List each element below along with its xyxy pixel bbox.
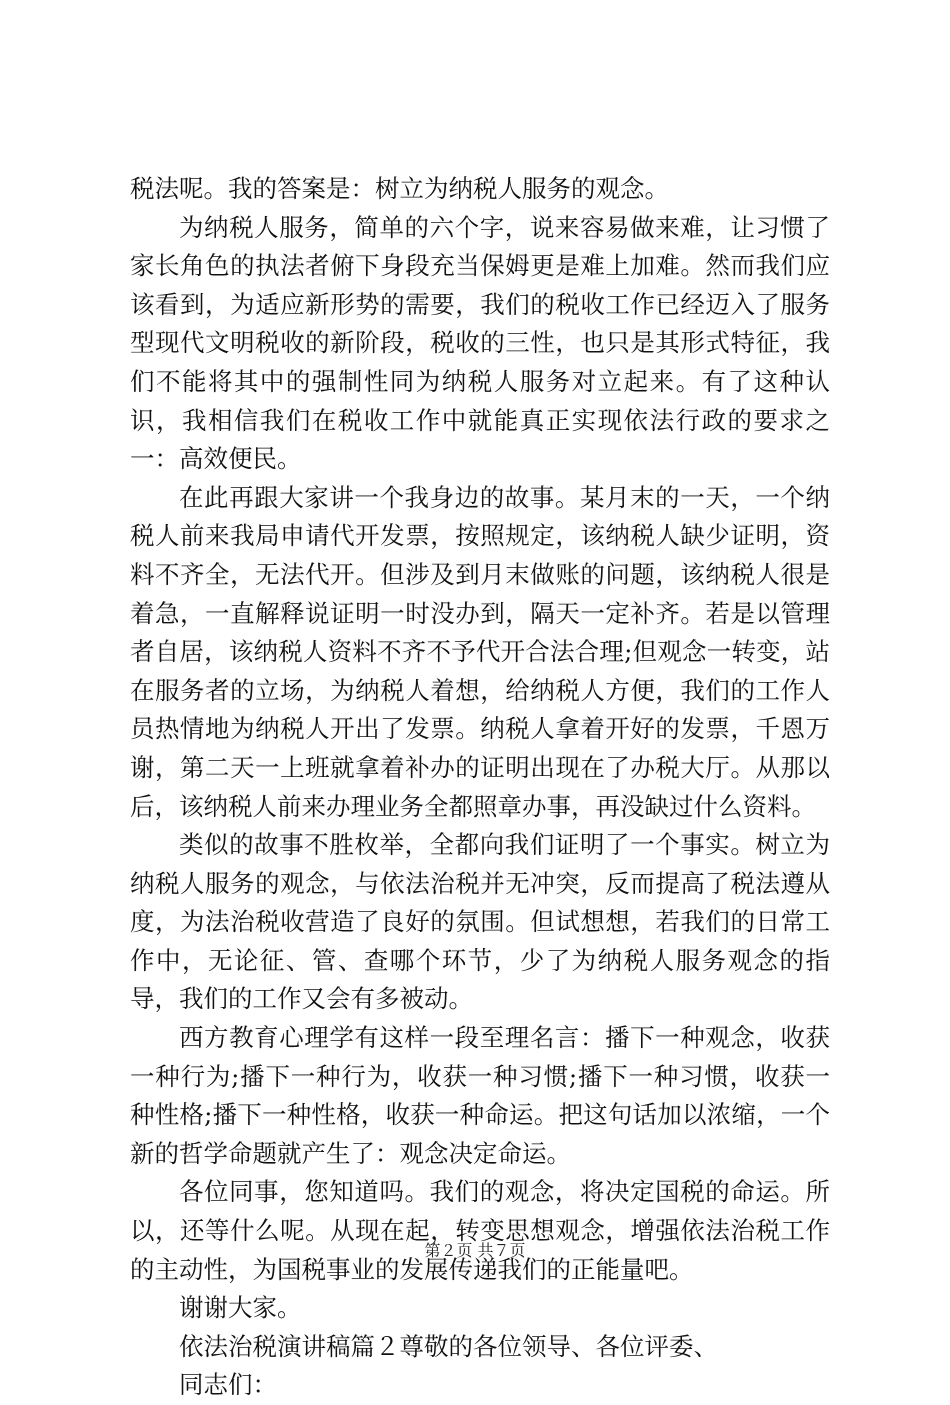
paragraph-continuation: 税法呢。我的答案是：树立为纳税人服务的观念。 bbox=[130, 174, 669, 203]
paragraph-thanks: 谢谢大家。 bbox=[179, 1293, 302, 1323]
paragraph-greeting: 同志们： bbox=[179, 1370, 277, 1400]
page-footer bbox=[0, 1241, 950, 1261]
paragraph-story: 在此再跟大家讲一个我身边的故事。某月末的一天，一个纳税人前来我局申请代开发票，按照规定，该纳税人缺少证明，资料不齐全，无法代开。但涉及到月末做账的问题，该纳税人很是着急，一直解释说证明一时没办到，隔天一定补齐。若是以管理者自居，该纳税人资料不齐不予代开合法合理;但观念一转变，站在服务者的立场，为纳税人着想，给纳税人方便，我们的工作人员热情地为纳税人开出了发票。纳税人拿着开好的发票，千恩万谢，第二天一上班就拿着补办的证明出现在了办税大厅。从那以后，该纳税人前来办理业务全都照章办事，再没缺过什么资料。 bbox=[130, 482, 830, 821]
paragraph-similar-stories: 类似的故事不胜枚举，全都向我们证明了一个事实。树立为纳税人服务的观念，与依法治税并无冲突，反而提高了税法遵从度，为法治税收营造了良好的氛围。但试想想，若我们的日常工作中，无论征、管、查哪个环节，少了为纳税人服务观念的指导，我们的工作又会有多被动。 bbox=[130, 830, 830, 1014]
paragraph-colleagues: 各位同事，您知道吗。我们的观念，将决定国税的命运。所以，还等什么呢。从现在起，转变思想观念，增强依法治税工作的主动性，为国税事业的发展传递我们的正能量吧。 bbox=[130, 1177, 830, 1284]
paragraph-psychology-quote: 西方教育心理学有这样一段至理名言：播下一种观念，收获一种行为;播下一种行为，收获一种习惯;播下一种习惯，收获一种性格;播下一种性格，收获一种命运。把这句话加以浓缩，一个新的哲学命题就产生了：观念决定命运。 bbox=[130, 1023, 830, 1168]
document-body bbox=[130, 170, 830, 1405]
page-number-label: 第２页 共７页 bbox=[424, 1241, 526, 1260]
paragraph-speech-2-heading: 依法治税演讲稿篇２尊敬的各位领导、各位评委、 bbox=[179, 1331, 718, 1361]
paragraph-service-concept: 为纳税人服务，简单的六个字，说来容易做来难，让习惯了家长角色的执法者俯下身段充当保姆更是难上加难。然而我们应该看到，为适应新形势的需要，我们的税收工作已经迈入了服务型现代文明税收的新阶段，税收的三性，也只是其形式特征，我们不能将其中的强制性同为纳税人服务对立起来。有了这种认识，我相信我们在税收工作中就能真正实现依法行政的要求之一：高效便民。 bbox=[130, 212, 830, 474]
